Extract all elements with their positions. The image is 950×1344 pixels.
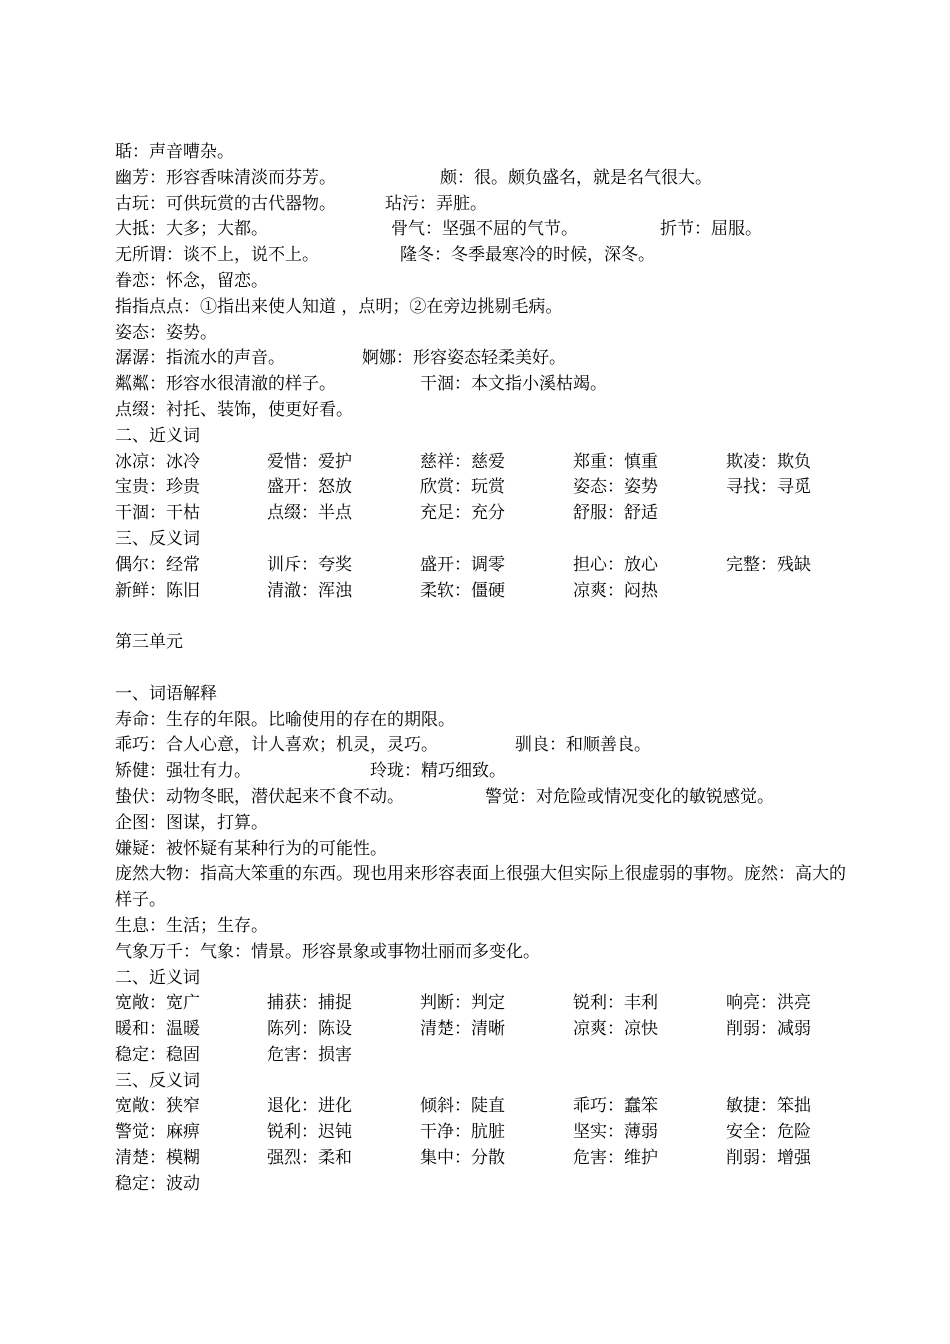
word-pair: 完整：残缺: [726, 554, 811, 575]
word-pair: 敏捷：笨拙: [726, 1096, 811, 1117]
antonyms-table-unit3: [115, 1094, 855, 1197]
explanation-line: [115, 140, 855, 166]
word-pair: 暖和：温暖: [115, 1019, 200, 1040]
explanation-line: [115, 785, 855, 811]
word-pair: 干涸：干枯: [115, 503, 200, 524]
explanation-entry: 蛰伏：动物冬眠，潜伏起来不食不动。: [115, 786, 404, 807]
word-pair: 响亮：洪亮: [726, 993, 811, 1014]
word-pair: 盛开：调零: [420, 554, 505, 575]
explanation-line: [115, 759, 855, 785]
word-pair: 退化：进化: [267, 1096, 352, 1117]
word-pair: 强烈：柔和: [267, 1148, 352, 1169]
explanation-entry: 婀娜：形容姿态轻柔美好。: [362, 348, 566, 369]
synonyms-heading-unit3: 二、近义词: [115, 967, 200, 988]
word-pair: 寻找：寻觅: [726, 477, 811, 498]
document-body: [115, 140, 855, 1198]
word-pair: 清澈：浑浊: [267, 580, 352, 601]
word-pair-row: [115, 1017, 855, 1043]
explanation-line: [115, 372, 855, 398]
explanation-entry: 聒：声音嘈杂。: [115, 142, 234, 162]
explanation-line: [115, 733, 855, 759]
antonyms-heading: 三、反义词: [115, 528, 200, 549]
word-pair: 倾斜：陡直: [420, 1096, 505, 1117]
word-explanations-unit3: [115, 708, 855, 863]
explanation-entry: 嫌疑：被怀疑有某种行为的可能性。: [115, 838, 387, 859]
word-pair-row: [115, 1146, 855, 1172]
word-pair: 舒服：舒适: [573, 503, 658, 524]
explanation-entry: 无所谓：谈不上，说不上。: [115, 245, 319, 266]
word-pair: 训斥：夸奖: [267, 554, 352, 575]
word-pair: 新鲜：陈旧: [115, 580, 200, 601]
word-pair-row: [115, 991, 855, 1017]
word-pair: 宽敞：狭窄: [115, 1096, 200, 1117]
word-pair-row: [115, 1120, 855, 1146]
word-pair: 安全：危险: [726, 1122, 811, 1143]
explanation-entry: 姿态：姿势。: [115, 322, 217, 343]
explanation-line: [115, 346, 855, 372]
explanation-entry: 乖巧：合人心意，计人喜欢；机灵，灵巧。: [115, 735, 438, 756]
word-pair: 爱惜：爱护: [267, 451, 352, 472]
word-pair: 盛开：怒放: [267, 477, 352, 498]
explanation-line: [115, 243, 855, 269]
unit-title: 第三单元: [115, 632, 183, 653]
word-pair: 点缀：半点: [267, 503, 352, 524]
explanation-entry: 点缀：衬托、装饰，使更好看。: [115, 399, 353, 420]
word-pair: 判断：判定: [420, 993, 505, 1014]
word-pair: 集中：分散: [420, 1148, 505, 1169]
synonyms-table-unit3: [115, 991, 855, 1068]
explanation-long: 庞然大物：指高大笨重的东西。现也用来形容表面上很强大但实际上很虚弱的事物。庞然：高大的样子。: [115, 864, 846, 911]
explanation-entry: 眷恋：怀念，留恋。: [115, 270, 268, 291]
explanation-line: [115, 398, 855, 424]
explanation-entry: 颇：很。颇负盛名，就是名气很大。: [440, 167, 712, 188]
word-pair: 陈列：陈设: [267, 1019, 352, 1040]
explanation-line: [115, 321, 855, 347]
word-pair: 凉爽：凉快: [573, 1019, 658, 1040]
word-pair: 锐利：迟钝: [267, 1122, 352, 1143]
explanation-line: [115, 940, 855, 966]
word-pair: 稳定：波动: [115, 1173, 200, 1194]
word-pair: 慈祥：慈爱: [420, 451, 505, 472]
word-pair: 柔软：僵硬: [420, 580, 505, 601]
word-pair: 充足：充分: [420, 503, 505, 524]
explanation-line: [115, 914, 855, 940]
word-pair: 欺凌：欺负: [726, 451, 811, 472]
antonyms-heading-unit3: 三、反义词: [115, 1070, 200, 1091]
explanation-entry: 大抵：大多；大都。: [115, 219, 268, 240]
explanation-entry: 玷污：弄脏。: [385, 193, 487, 214]
word-pair-row: [115, 1172, 855, 1198]
word-pair: 警觉：麻痹: [115, 1122, 200, 1143]
word-pair: 姿态：姿势: [573, 477, 658, 498]
explanation-entry: 驯良：和顺善良。: [515, 735, 651, 756]
synonyms-heading: 二、近义词: [115, 425, 200, 446]
explanation-entry: 警觉：对危险或情况变化的敏锐感觉。: [485, 786, 774, 807]
explanation-line: [115, 837, 855, 863]
word-pair: 偶尔：经常: [115, 554, 200, 575]
explanation-entry: 潺潺：指流水的声音。: [115, 348, 285, 369]
explanation-line: [115, 295, 855, 321]
word-explanations-unit3-tail: [115, 914, 855, 966]
explanation-entry: 气象万千：气象：情景。形容景象或事物壮丽而多变化。: [115, 941, 540, 962]
explanation-line: [115, 811, 855, 837]
word-pair: 清楚：模糊: [115, 1148, 200, 1169]
antonyms-table: [115, 553, 855, 605]
word-pair: 锐利：丰利: [573, 993, 658, 1014]
explanation-entry: 骨气：坚强不屈的气节。: [391, 219, 578, 240]
word-pair: 郑重：慎重: [573, 451, 658, 472]
explanation-entry: 企图：图谋，打算。: [115, 812, 268, 833]
word-pair: 削弱：减弱: [726, 1019, 811, 1040]
word-pair: 担心：放心: [573, 554, 658, 575]
explanation-entry: 寿命：生存的年限。比喻使用的存在的期限。: [115, 709, 455, 730]
word-pair: 欣赏：玩赏: [420, 477, 505, 498]
explanation-entry: 指指点点：①指出来使人知道 ，点明；②在旁边挑剔毛病。: [115, 296, 563, 317]
word-pair-row: [115, 1043, 855, 1069]
explanation-line: [115, 217, 855, 243]
word-pair: 清楚：清晰: [420, 1019, 505, 1040]
word-pair-row: [115, 450, 855, 476]
word-pair-row: [115, 475, 855, 501]
explanation-entry: 古玩：可供玩赏的古代器物。: [115, 193, 336, 214]
word-pair: 危害：维护: [573, 1148, 658, 1169]
explanation-entry: 生息：生活；生存。: [115, 915, 268, 936]
word-pair: 稳定：稳固: [115, 1044, 200, 1065]
word-pair-row: [115, 579, 855, 605]
explanation-entry: 隆冬：冬季最寒冷的时候，深冬。: [400, 245, 655, 266]
explanation-entry: 矫健：强壮有力。: [115, 761, 251, 782]
word-pair: 捕获：捕捉: [267, 993, 352, 1014]
word-explanations-top: [115, 140, 855, 424]
explanation-entry: 折节：屈服。: [660, 219, 762, 240]
synonyms-table: [115, 450, 855, 527]
word-pair: 坚实：薄弱: [573, 1122, 658, 1143]
word-pair-row: [115, 501, 855, 527]
explanation-entry: 幽芳：形容香味清淡而芬芳。: [115, 167, 336, 188]
explanations-heading: 一、词语解释: [115, 683, 217, 704]
explanation-entry: 粼粼：形容水很清澈的样子。: [115, 374, 336, 395]
word-pair: 乖巧：蠢笨: [573, 1096, 658, 1117]
explanation-entry: 玲珑：精巧细致。: [370, 761, 506, 782]
explanation-line: [115, 269, 855, 295]
word-pair: 宽敞：宽广: [115, 993, 200, 1014]
word-pair: 削弱：增强: [726, 1148, 811, 1169]
word-pair: 凉爽：闷热: [573, 580, 658, 601]
spacer: [115, 604, 855, 630]
word-pair: 冰凉：冰冷: [115, 451, 200, 472]
word-pair-row: [115, 1094, 855, 1120]
spacer: [115, 656, 855, 682]
word-pair: 宝贵：珍贵: [115, 477, 200, 498]
explanation-line: [115, 166, 855, 192]
word-pair-row: [115, 553, 855, 579]
word-pair: 干净：肮脏: [420, 1122, 505, 1143]
explanation-entry: 干涸：本文指小溪枯竭。: [420, 374, 607, 395]
explanation-line: [115, 192, 855, 218]
explanation-line: [115, 708, 855, 734]
word-pair: 危害：损害: [267, 1044, 352, 1065]
